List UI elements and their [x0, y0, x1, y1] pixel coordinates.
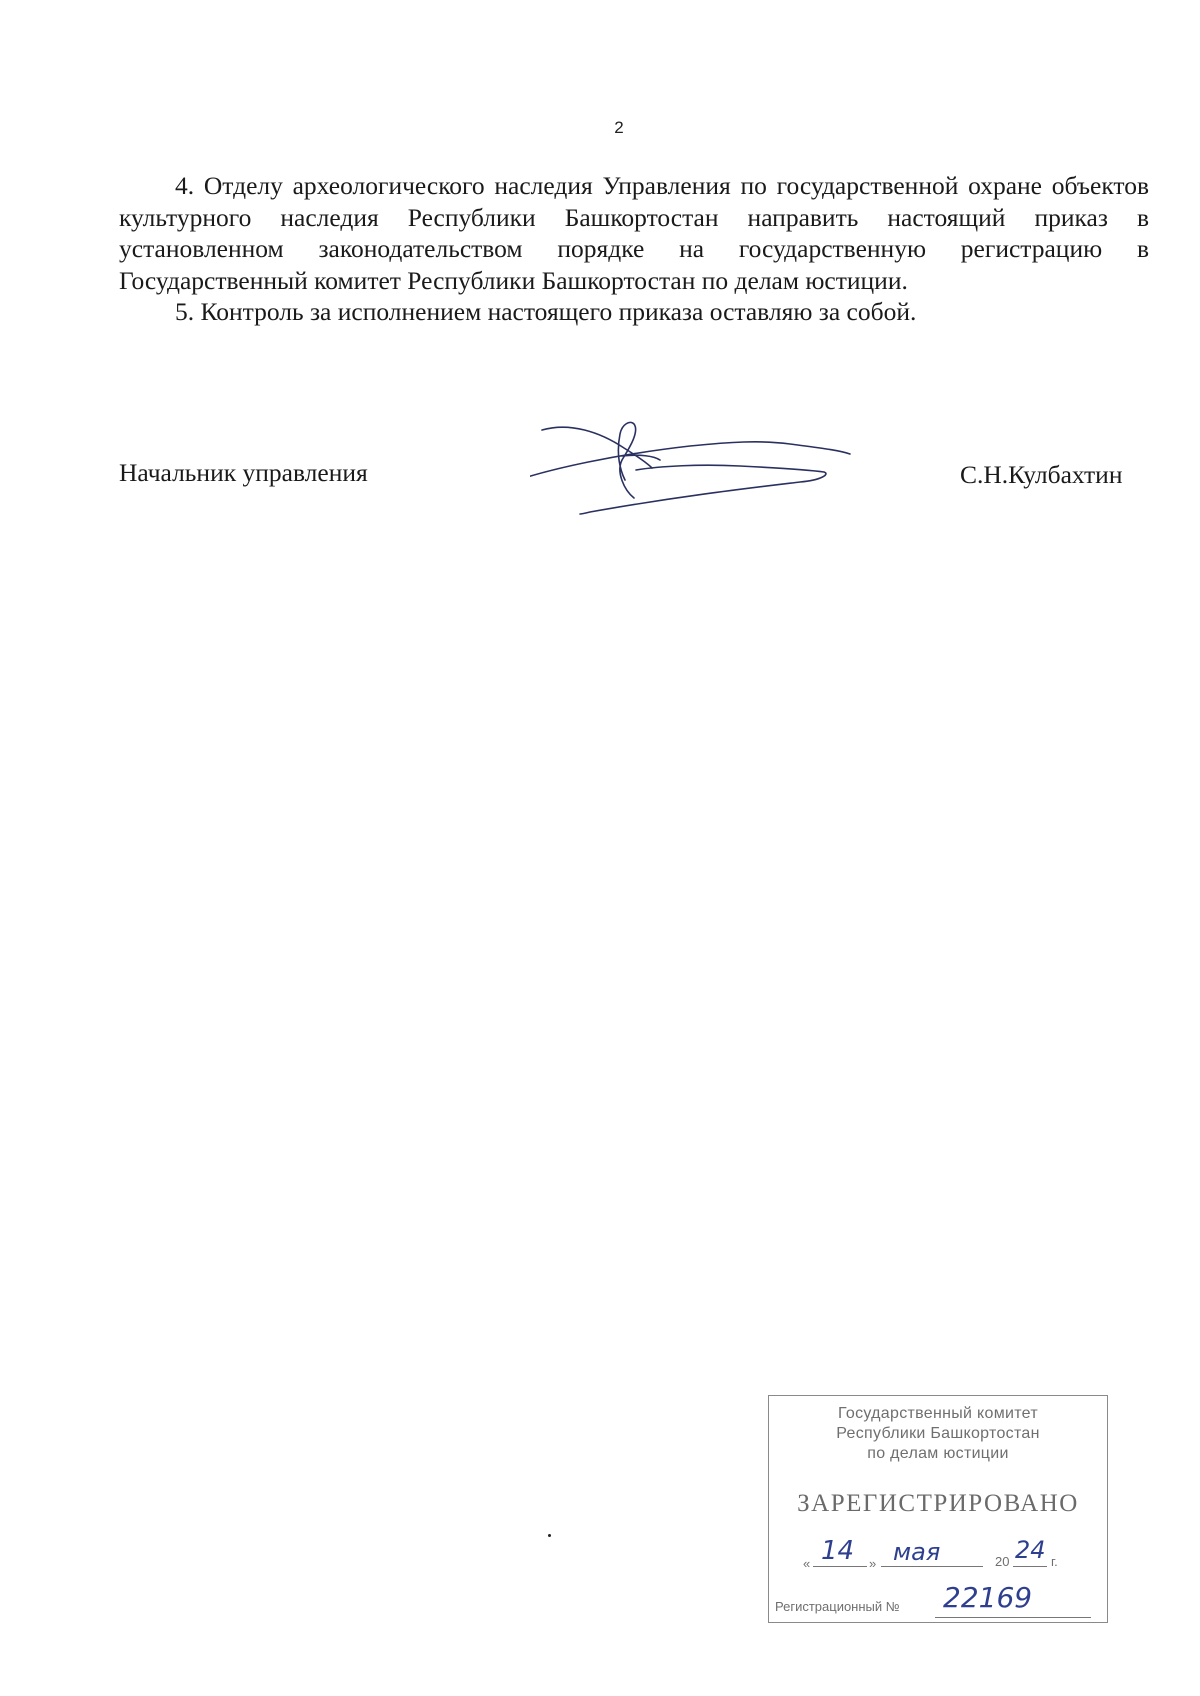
date-month: мая — [893, 1538, 941, 1566]
paragraph-4: 4. Отделу археологического наследия Управления по государственной охране объектов культурного наследия Республики Башкортостан направить настоящий приказ в установленном законодательством порядке на государственную регистрацию в Государственный комитет Республики Башкортостан по делам юстиции. — [119, 171, 1149, 295]
signatory-name: С.Н.Кулбахтин — [960, 460, 1123, 489]
stamp-organization — [769, 1404, 1107, 1464]
date-open-quote: « — [803, 1556, 811, 1571]
stamp-status: ЗАРЕГИСТРИРОВАНО — [797, 1490, 1079, 1517]
year-suffix: 24 — [1015, 1536, 1046, 1564]
registration-stamp — [768, 1395, 1108, 1623]
reg-number-line — [935, 1617, 1091, 1618]
date-month-line — [881, 1566, 983, 1567]
year-prefix: 20 — [995, 1554, 1010, 1569]
scan-speck — [548, 1534, 551, 1537]
stamp-date — [769, 1536, 1107, 1576]
signatory-title: Начальник управления — [119, 458, 368, 487]
year-unit: г. — [1051, 1554, 1058, 1569]
date-day: 14 — [821, 1536, 855, 1566]
stamp-org-line: Государственный комитет — [838, 1405, 1038, 1422]
document-body — [119, 170, 1149, 328]
stamp-org-line: по делам юстиции — [867, 1445, 1009, 1462]
year-line — [1013, 1566, 1047, 1567]
reg-label: Регистрационный № — [775, 1599, 900, 1614]
paragraph-5: 5. Контроль за исполнением настоящего приказа оставляю за собой. — [175, 297, 917, 326]
reg-number: 22169 — [943, 1581, 1033, 1614]
date-close-quote: » — [869, 1556, 877, 1571]
handwritten-signature — [530, 410, 860, 520]
date-day-line — [813, 1566, 867, 1567]
stamp-registration — [775, 1581, 1095, 1617]
page-number: 2 — [614, 118, 624, 137]
stamp-org-line: Республики Башкортостан — [836, 1425, 1040, 1442]
